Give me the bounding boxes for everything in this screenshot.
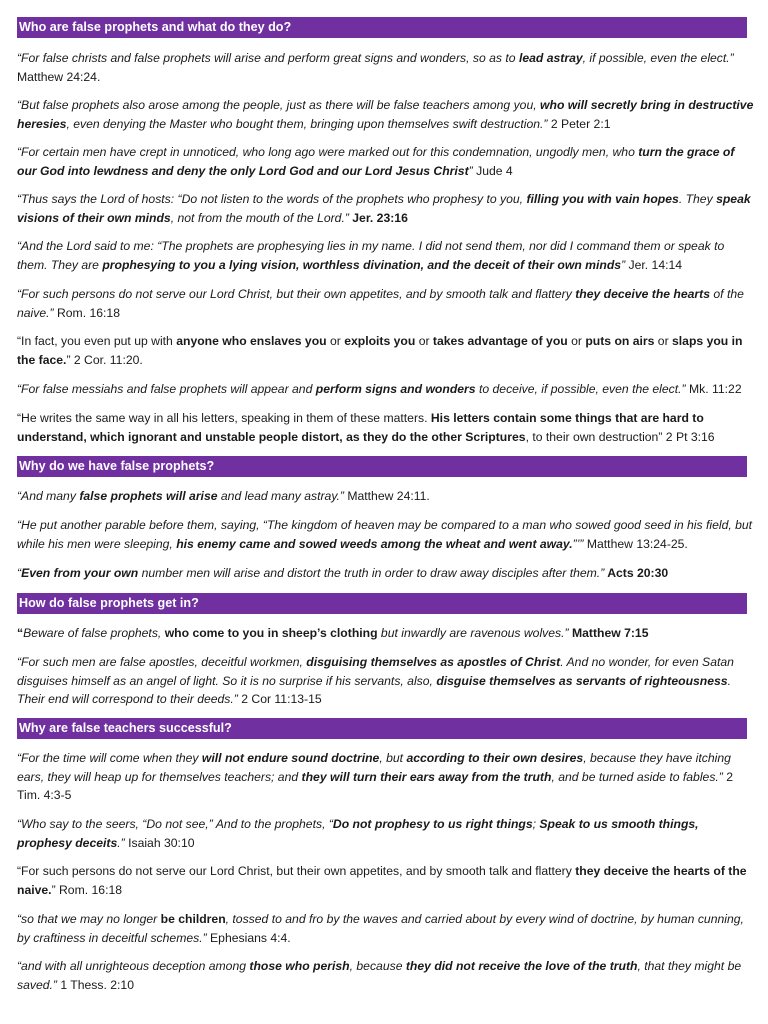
verse-text: Jude 4 [472,163,513,178]
verse-text: Beware of false prophets, [23,626,165,640]
scripture-verse [17,815,754,852]
verse-text: “For the time will come when they [17,751,202,765]
section-heading: Why are false teachers successful? [17,718,747,739]
verse-text: ”’” [572,536,584,551]
emphasized-text: perform signs and wonders [315,382,476,396]
verse-text: 2 Tim. 4:3-5 [17,769,734,802]
section-heading-bar [17,718,747,739]
emphasized-text: Matthew 7:15 [568,626,649,640]
emphasized-text: who come to you in sheep’s clothing [164,626,378,640]
verse-text: or [326,334,345,348]
verse-text: , and be turned aside to fables.” [551,769,723,784]
verse-text: “ [17,566,22,580]
verse-text: and lead many astray.” [217,489,344,503]
verse-text: “And many [17,489,80,503]
verse-text: 2 Peter 2:1 [547,116,611,131]
scripture-verse [17,862,754,899]
section-heading-bar [17,17,747,38]
emphasized-text: disguise themselves as servants of righteousness [436,673,728,688]
emphasized-text: Do not prophesy to us right things [332,817,533,831]
verse-text: “For false messiahs and false prophets will appear and [17,382,316,396]
verse-text: ” [621,257,626,272]
verse-text: , because [349,959,406,973]
section-heading: How do false prophets get in? [17,593,747,614]
verse-text: , but [379,751,407,765]
verse-text: “And the Lord said to me: “The prophets are prophesying lies in my name. I did not send them, nor did I command them or speak to them. They are [17,239,725,272]
scripture-verse [17,957,754,994]
emphasized-text: Speak to us smooth things, prophesy deceits [17,817,699,850]
verse-text: ; [532,817,540,831]
verse-text: or [415,334,433,348]
verse-text: or [654,334,673,348]
section-heading: Why do we have false prophets? [17,456,747,477]
scripture-verse [17,487,754,506]
section-heading-bar [17,456,747,477]
section-heading: Who are false prophets and what do they do? [17,17,747,38]
scripture-verse [17,49,754,86]
emphasized-text: they did not receive the love of the truth [405,959,638,973]
scripture-verse [17,190,754,227]
verse-text: “For false christs and false prophets will arise and perform great signs and wonders, so as to [17,51,519,65]
verse-text: , because they have itching ears, they will heap up for themselves teachers; and [17,751,731,784]
verse-text: “and with all unrighteous deception among [17,959,250,973]
verse-text: , not from the mouth of the Lord.” [170,210,349,225]
emphasized-text: will not endure sound doctrine [201,751,380,765]
emphasized-text: filling you with vain hopes [526,192,679,206]
scripture-verse [17,96,754,133]
verse-text: , if possible, even the elect.” [582,51,734,65]
verse-text: “so that we may no longer [17,912,161,926]
verse-text: , tossed to and fro by the waves and carried about by every wind of doctrine, by human cunning, by craftiness in deceitful schemes.” [17,912,744,945]
verse-text: Mk. 11:22 [685,382,742,396]
verse-text: “He writes the same way in all his letters, speaking in them of these matters. [17,411,431,425]
emphasized-text: speak visions of their own minds [17,192,751,225]
emphasized-text: Jer. 23:16 [348,210,408,225]
scripture-verse [17,143,754,180]
verse-text: “For such men are false apostles, deceitful workmen, [17,655,307,669]
emphasized-text: disguising themselves as apostles of Christ [306,655,561,669]
verse-text: ” Rom. 16:18 [51,882,123,897]
verse-text: to deceive, if possible, even the elect.” [475,382,686,396]
scripture-verse [17,409,754,446]
verse-text: Matthew 13:24-25. [583,536,688,551]
verse-text: Matthew 24:24. [17,69,101,84]
scripture-verse [17,749,754,805]
verse-text: “For certain men have crept in unnoticed, who long ago were marked out for this condemnation, ungodly men, who [17,145,639,159]
verse-text: ” 2 Cor. 11:20. [66,352,143,367]
emphasized-text: exploits you [344,334,416,348]
verse-text: of the naive.” [17,287,744,320]
scripture-verse [17,285,754,322]
verse-text: 1 Thess. 2:10 [56,977,134,992]
emphasized-text: those who perish [249,959,350,973]
emphasized-text: His letters contain some things that are hard to understand, which ignorant and unstable people distort, as they do the other Scriptures [17,411,704,444]
scripture-verse [17,653,754,709]
verse-text: Isaiah 30:10 [124,835,195,850]
emphasized-text: Even from your own [21,566,139,580]
emphasized-text: be children [160,912,226,926]
verse-text: . They [678,192,717,206]
verse-text: ” [468,163,473,178]
emphasized-text: anyone who enslaves you [176,334,327,348]
verse-text: Ephesians 4:4. [206,930,291,945]
verse-text: or [567,334,586,348]
scripture-verse [17,237,754,274]
verse-text: number men will arise and distort the truth in order to draw away disciples after them.” [138,566,605,580]
verse-text: but inwardly are ravenous wolves.” [377,626,569,640]
verse-text: . And no wonder, for even Satan disguises himself as an angel of light. So it is no surprise if his servants, also, [17,655,734,688]
emphasized-text: they deceive the hearts [575,287,711,301]
verse-text: . Their end will correspond to their deeds.” [17,673,731,706]
scripture-verse [17,564,754,583]
verse-text: “Who say to the seers, “Do not see,” And to the prophets, “ [17,817,333,831]
verse-text: Jer. 14:14 [625,257,683,272]
verse-text: “He put another parable before them, saying, “The kingdom of heaven may be compared to a man who sowed good seed in his field, but while his men were sleeping, [17,518,753,551]
scripture-verse [17,910,754,947]
emphasized-text: turn the grace of our God into lewdness and deny the only Lord God and our Lord Jesus Christ [17,145,735,178]
emphasized-text: they will turn their ears away from the truth [301,769,552,784]
scripture-verse [17,332,754,369]
verse-text: “In fact, you even put up with [17,334,177,348]
verse-text: “For such persons do not serve our Lord Christ, but their own appetites, and by smooth talk and flattery [17,864,576,878]
scripture-verse [17,380,754,399]
emphasized-text: puts on airs [585,334,655,348]
verse-text: .” [117,835,125,850]
verse-text: Rom. 16:18 [53,305,120,320]
verse-text: “For such persons do not serve our Lord Christ, but their own appetites, and by smooth talk and flattery [17,287,576,301]
emphasized-text: slaps you in the face. [17,334,743,367]
emphasized-text: lead astray [518,51,583,65]
emphasized-text: they deceive the hearts of the naive. [17,864,747,897]
emphasized-text: Acts 20:30 [604,566,669,580]
verse-text: “Thus says the Lord of hosts: “Do not listen to the words of the prophets who prophesy to you, [17,192,527,206]
scripture-verse [17,624,754,643]
verse-text: “But false prophets also arose among the people, just as there will be false teachers among you, [17,98,541,112]
scripture-verse [17,516,754,553]
emphasized-text: his enemy came and sowed weeds among the wheat and went away. [176,536,573,551]
verse-text: , even denying the Master who bought them, bringing upon themselves swift destruction.” [66,116,548,131]
verse-text: , to their own destruction” 2 Pt 3:16 [525,429,715,444]
verse-text: , that they might be saved.” [17,959,742,992]
emphasized-text: according to their own desires [406,751,584,765]
emphasized-text: prophesying to you a lying vision, worthless divination, and the deceit of their own minds [102,257,622,272]
emphasized-text: who will secretly bring in destructive heresies [17,98,754,131]
emphasized-text: false prophets will arise [79,489,218,503]
verse-text: Matthew 24:11. [343,489,430,503]
section-heading-bar [17,593,747,614]
verse-text: 2 Cor 11:13-15 [237,692,322,706]
emphasized-text: takes advantage of you [432,334,568,348]
emphasized-text: “ [17,626,24,640]
